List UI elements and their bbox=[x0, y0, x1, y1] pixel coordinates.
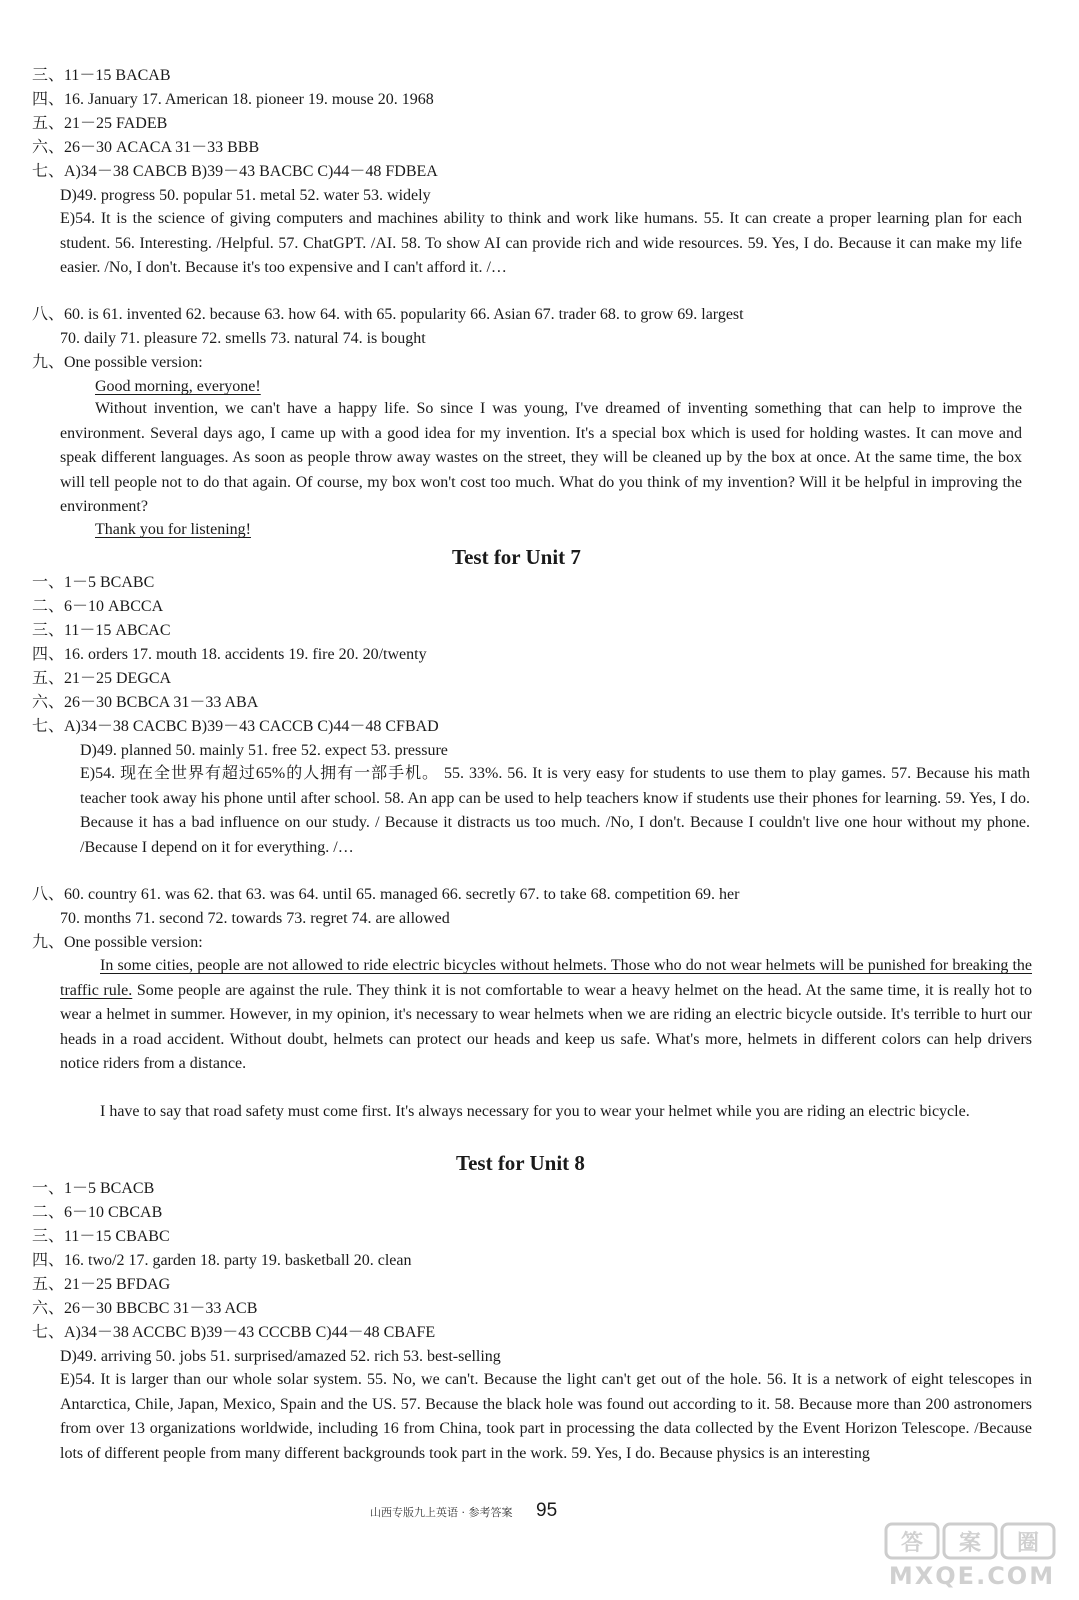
unit8-line-3: 三、11－15 CBABC bbox=[32, 1228, 170, 1245]
svg-text:圈: 圈 bbox=[1016, 1531, 1040, 1556]
unit7-essay-p2: I have to say that road safety must come first. It's always necessary for you to wear your helmet while you are riding an electric bicycle. bbox=[100, 1103, 970, 1120]
unit7-title: Test for Unit 7 bbox=[452, 545, 581, 569]
unit8-line-6: 六、26－30 BBCBC 31－33 ACB bbox=[32, 1300, 258, 1317]
unit7-line-1: 一、1－5 BCABC bbox=[32, 574, 155, 591]
answer-line-8a: 八、60. is 61. invented 62. because 63. how 64. with 65. popularity 66. Asian 67. trader 68. to grow 69. largest bbox=[32, 306, 744, 323]
unit7-line-4: 四、16. orders 17. mouth 18. accidents 19. fire 20. 20/twenty bbox=[32, 646, 427, 663]
watermark-icon bbox=[880, 1520, 1065, 1590]
unit7-essay-body: Some people are against the rule. They think it is not comfortable to wear a heavy helmet on the head. At the same time, it is really hot to wear a helmet in summer. However, in my opinion, it's necessary to wear helmets when we are riding an electric bicycle outside. It's terrible to hurt our heads in a road accident. Without doubt, helmets can protect our heads and keep us safe. What's more, helmets in different colors can help drivers notice riders from a distance. bbox=[60, 981, 1033, 1073]
svg-text:MXQE.COM: MXQE.COM bbox=[888, 1562, 1056, 1590]
unit7-line-6: 六、26－30 BCBCA 31－33 ABA bbox=[32, 694, 259, 711]
answer-line-5: 五、21－25 FADEB bbox=[32, 115, 168, 132]
essay-closing: Thank you for listening! bbox=[95, 521, 251, 538]
unit7-essay bbox=[60, 954, 1032, 1077]
essay-body: Without invention, we can't have a happy life. So since I was young, I've dreamed of inventing something that can help to improve the environment. Several days ago, I came up with a good idea for my invention. It's a special box which is used for holding wastes. It can move and speak different languages. As soon as people throw away wastes on the street, they will be cleaned up by the box at once. At the same time, the box will tell people not to do that again. Of course, my box won't cost too much. What do you think of my invention? Will it be helpful in improving the environment? bbox=[60, 400, 1022, 516]
answer-line-4: 四、16. January 17. American 18. pioneer 19. mouse 20. 1968 bbox=[32, 91, 434, 108]
unit7-line-7e: E)54. 现在全世界有超过65%的人拥有一部手机。 55. 33%. 56. It is very easy for students to use them to play games. 57. Because his math teacher took away his phone until after school. 58. An app can be used to help teachers know if students use their phones for learning. 59. Yes, I do. Because it has a bad influence on our study. / Because it distracts us too much. /No, I don't. Because I couldn't live one hour without my phone. /Because I depend on it for everything. /… bbox=[80, 765, 1030, 856]
essay-greeting: Good morning, everyone! bbox=[95, 378, 261, 395]
unit7-line-7: 七、A)34－38 CACBC B)39－43 CACCB C)44－48 CFBAD bbox=[32, 718, 439, 735]
unit8-line-7d: D)49. arriving 50. jobs 51. surprised/amazed 52. rich 53. best-selling bbox=[60, 1348, 501, 1365]
unit7-line-7d: D)49. planned 50. mainly 51. free 52. expect 53. pressure bbox=[80, 742, 448, 759]
unit8-line-4: 四、16. two/2 17. garden 18. party 19. basketball 20. clean bbox=[32, 1252, 412, 1269]
page-number: 95 bbox=[536, 1500, 558, 1521]
unit8-line-7: 七、A)34－38 ACCBC B)39－43 CCCBB C)44－48 CBAFE bbox=[32, 1324, 436, 1341]
answer-line-3: 三、11－15 BACAB bbox=[32, 67, 171, 84]
unit7-line-8b: 70. months 71. second 72. towards 73. regret 74. are allowed bbox=[60, 910, 450, 927]
unit7-line-3: 三、11－15 ABCAC bbox=[32, 622, 171, 639]
svg-text:案: 案 bbox=[958, 1531, 982, 1556]
unit8-title: Test for Unit 8 bbox=[456, 1151, 585, 1175]
unit8-line-2: 二、6－10 CBCAB bbox=[32, 1204, 163, 1221]
svg-text:答: 答 bbox=[900, 1531, 924, 1556]
unit7-line-2: 二、6－10 ABCCA bbox=[32, 598, 164, 615]
unit7-line-5: 五、21－25 DEGCA bbox=[32, 670, 172, 687]
answer-line-7e: E)54. It is the science of giving computers and machines ability to think and work like humans. 55. It can create a proper learning plan for each student. 56. Interesting. /Helpful. 57. ChatGPT. /AI. 58. To show AI can provide rich and wide resources. 59. Yes, I do. Because it can make my life easier. /No, I don't. Because it's too expensive and I can't afford it. /… bbox=[60, 210, 1022, 277]
answer-line-9: 九、One possible version: bbox=[32, 354, 203, 371]
unit8-line-1: 一、1－5 BCACB bbox=[32, 1180, 155, 1197]
unit8-line-5: 五、21－25 BFDAG bbox=[32, 1276, 171, 1293]
unit7-line-9: 九、One possible version: bbox=[32, 934, 203, 951]
answer-line-7: 七、A)34－38 CABCB B)39－43 BACBC C)44－48 FDBEA bbox=[32, 163, 438, 180]
answer-line-7d: D)49. progress 50. popular 51. metal 52. water 53. widely bbox=[60, 187, 431, 204]
unit7-line-8a: 八、60. country 61. was 62. that 63. was 64. until 65. managed 66. secretly 67. to take 68. competition 69. her bbox=[32, 886, 740, 903]
answer-line-8b: 70. daily 71. pleasure 72. smells 73. natural 74. is bought bbox=[60, 330, 426, 347]
footer-book-title: 山西专版九上英语 · 参考答案 bbox=[370, 1506, 513, 1519]
watermark-logo bbox=[880, 1520, 1065, 1590]
unit8-line-7e: E)54. It is larger than our whole solar system. 55. No, we can't. Because the light can't get out of the hole. 56. It is a network of eight telescopes in Antarctica, Chile, Japan, Mexico, Spain and the US. 57. Because the black hole was found out according to it. 58. Because more than 200 astronomers from over 13 organizations worldwide, including 16 from China, took part in processing the data collected by the Event Horizon Telescope. /Because lots of different people from many different backgrounds took part in the work. 59. Yes, I do. Because physics is an interesting bbox=[60, 1371, 1032, 1462]
unit7-essay-topic: In some cities, people are not allowed to ride electric bicycles without helmets. Those who do not wear helmets will be punished for breaking the traffic rule. bbox=[60, 957, 1032, 999]
answer-line-6: 六、26－30 ACACA 31－33 BBB bbox=[32, 139, 260, 156]
